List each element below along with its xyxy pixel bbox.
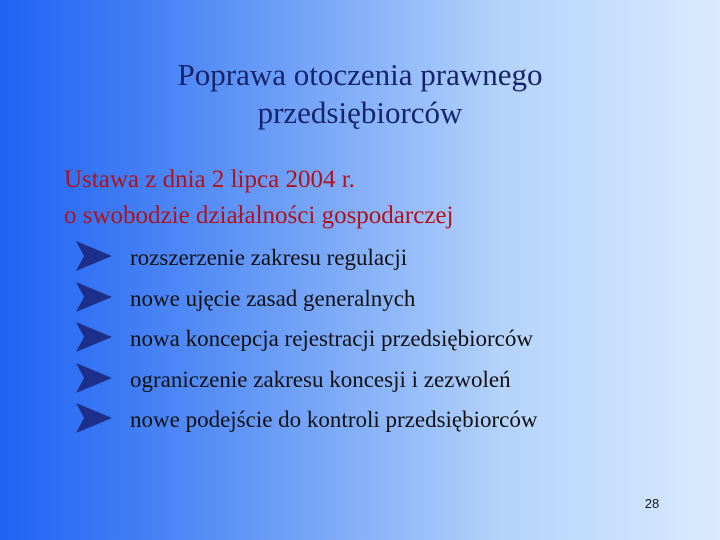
bullet-item — [74, 366, 694, 407]
bullet-text: nowe ujęcie zasad generalnych — [130, 285, 416, 311]
slide-title — [0, 56, 720, 132]
bullet-item — [74, 406, 694, 447]
bullet-text: nowa koncepcja rejestracji przedsiębiorców — [130, 326, 533, 351]
arrowhead-bullet-icon — [74, 239, 114, 273]
page-number: 28 — [644, 496, 660, 511]
bullet-list — [74, 244, 694, 447]
bullet-text: ograniczenie zakresu koncesji i zezwoleń — [130, 366, 511, 392]
arrowhead-bullet-icon — [74, 401, 114, 435]
arrowhead-bullet-icon — [74, 320, 114, 354]
law-reference-line-2: o swobodzie działalności gospodarczej — [64, 202, 454, 229]
bullet-item — [74, 285, 694, 326]
bullet-item — [74, 244, 694, 285]
arrowhead-bullet-icon — [74, 361, 114, 395]
law-reference — [64, 162, 453, 234]
bullet-item — [74, 325, 694, 366]
bullet-text: rozszerzenie zakresu regulacji — [130, 245, 408, 270]
slide-title-line-1: Poprawa otoczenia prawnego — [177, 57, 543, 92]
bullet-text: nowe podejście do kontroli przedsiębiorców — [130, 407, 538, 432]
law-reference-line-1: Ustawa z dnia 2 lipca 2004 r. — [64, 166, 355, 193]
arrowhead-bullet-icon — [74, 280, 114, 314]
slide-title-line-2: przedsiębiorców — [257, 95, 463, 130]
